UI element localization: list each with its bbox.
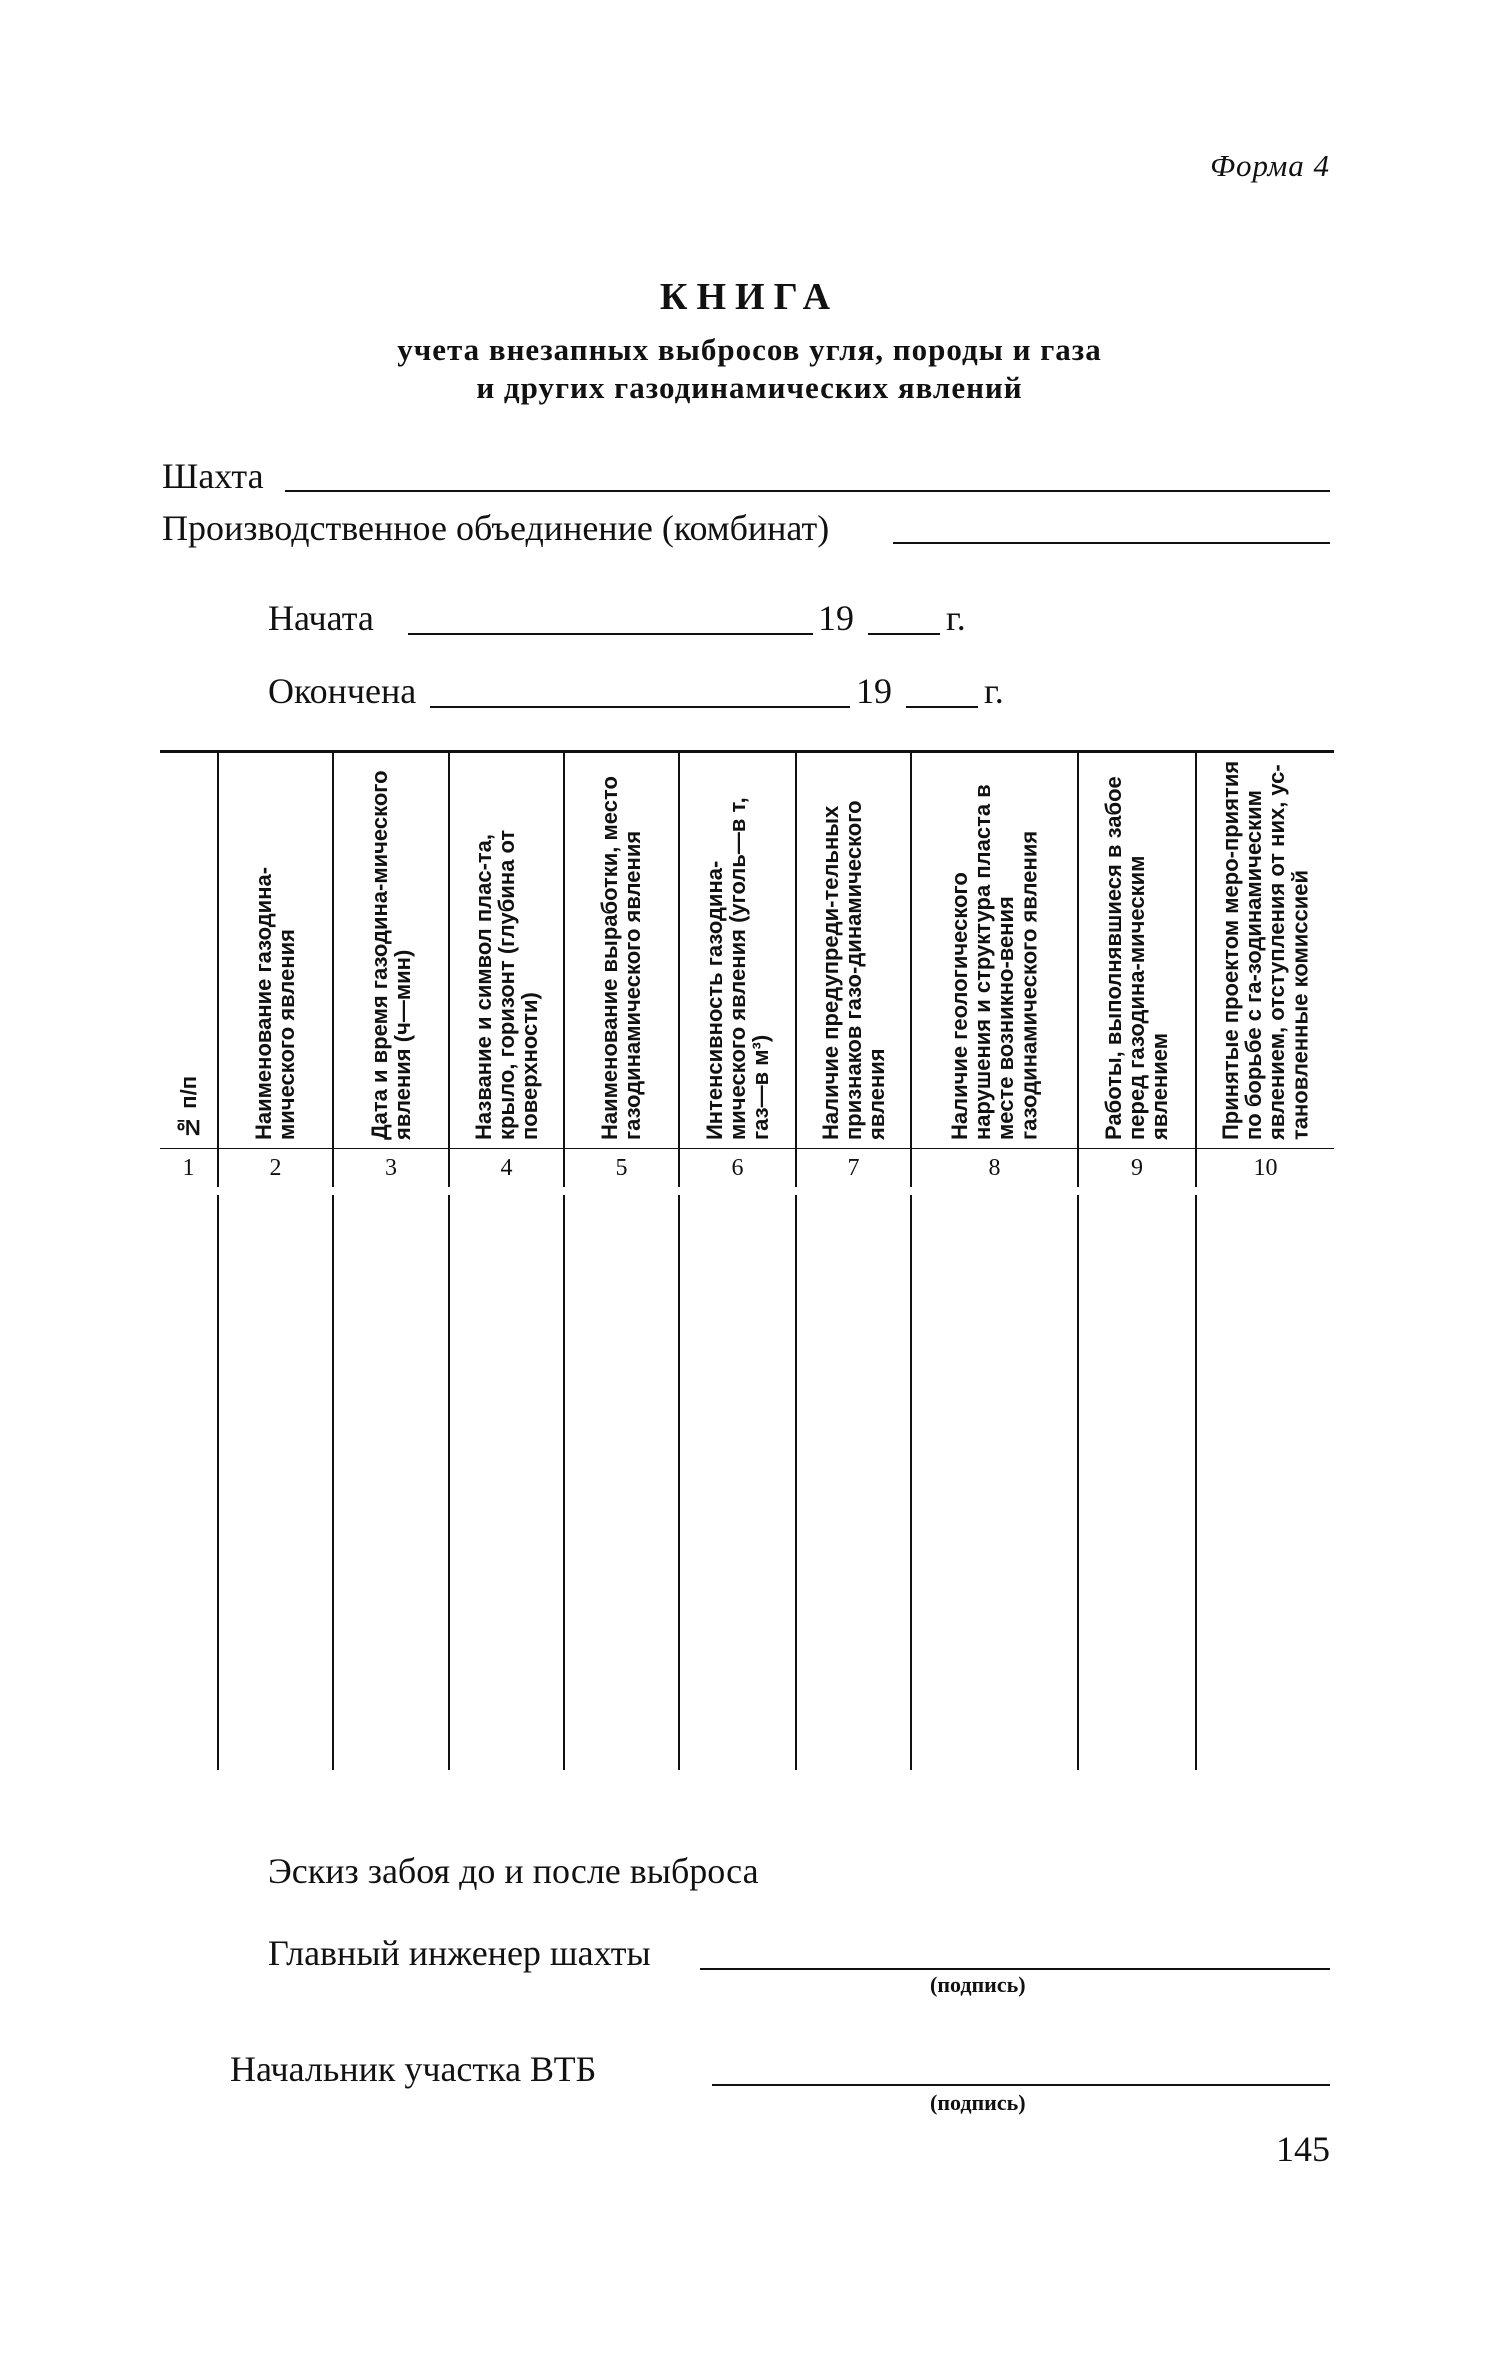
column-header-2: [218, 752, 333, 1149]
column-header-label: Наличие предупреди-тельных признаков газо-динамического явления: [817, 800, 890, 1140]
column-number: 6: [679, 1149, 796, 1192]
table-cell-blank: [1196, 1191, 1334, 1770]
column-number: 9: [1078, 1149, 1196, 1192]
column-number-row: [160, 1149, 1334, 1192]
table-cell-blank: [796, 1191, 911, 1770]
column-header-label: Наименование газодина-мического явления: [251, 866, 300, 1140]
face-sketch-label: Эскиз забоя до и после выброса: [268, 1851, 759, 1891]
chief-engineer-signature-line: [700, 1968, 1330, 1970]
ended-year-line: [906, 706, 978, 708]
ended-year-prefix: 19: [856, 671, 892, 711]
started-year-line: [868, 633, 940, 635]
document-title: КНИГА: [659, 276, 840, 318]
chief-engineer-label: Главный инженер шахты: [268, 1933, 651, 1973]
column-number: 7: [796, 1149, 911, 1192]
started-year-prefix: 19: [818, 598, 854, 638]
column-number: 5: [564, 1149, 679, 1192]
column-number: 2: [218, 1149, 333, 1192]
started-label: Начата: [268, 598, 374, 638]
association-fill-line: [893, 542, 1330, 544]
mine-fill-line: [285, 490, 1330, 492]
table-cell-blank: [679, 1191, 796, 1770]
table-cell-blank: [333, 1191, 449, 1770]
table-cell-blank: [1078, 1191, 1196, 1770]
column-header-label: Работы, выполнявшиеся в забое перед газодина-мическим явлением: [1101, 776, 1173, 1140]
column-header-4: [449, 752, 564, 1149]
column-header-label: Название и символ плас-та, крыло, горизонт (глубина от поверхности): [470, 829, 543, 1140]
column-header-label: № п/п: [175, 1076, 201, 1140]
outburst-register-table: [160, 750, 1334, 1770]
column-header-3: [333, 752, 449, 1149]
column-number: 1: [160, 1149, 218, 1192]
column-header-label: Наименование выработки, место газодинамического явления: [597, 776, 646, 1140]
association-label: Производственное объединение (комбинат): [162, 508, 830, 548]
column-header-9: [1078, 752, 1196, 1149]
ended-date-line: [430, 706, 850, 708]
column-header-label: Принятые проектом меро-приятия по борьбе с га-зодинамическим явлением, отступления от них, ус-тановленные комиссией: [1218, 760, 1313, 1140]
table-row: [160, 1191, 1334, 1770]
column-header-10: [1196, 752, 1334, 1149]
started-date-line: [408, 633, 813, 635]
signature-caption: (подпись): [930, 1972, 1026, 1997]
vtb-head-signature-line: [712, 2084, 1330, 2086]
column-header-8: [911, 752, 1078, 1149]
started-year-suffix: г.: [946, 598, 966, 638]
column-number: 8: [911, 1149, 1078, 1192]
column-number: 10: [1196, 1149, 1334, 1192]
document-subtitle-line-1: учета внезапных выбросов угля, породы и газа: [397, 332, 1102, 367]
vtb-head-label: Начальник участка ВТБ: [230, 2049, 597, 2089]
column-header-label: Интенсивность газодина-мического явления (уголь—в т, газ—в м³): [701, 797, 774, 1140]
column-number: 4: [449, 1149, 564, 1192]
ended-year-suffix: г.: [984, 671, 1004, 711]
table-cell-blank: [160, 1191, 218, 1770]
column-header-6: [679, 752, 796, 1149]
signature-caption: (подпись): [930, 2090, 1026, 2115]
table-cell-blank: [911, 1191, 1078, 1770]
ended-label: Окончена: [268, 671, 417, 711]
column-header-1: [160, 752, 218, 1149]
column-header-5: [564, 752, 679, 1149]
mine-label: Шахта: [162, 456, 264, 496]
column-header-7: [796, 752, 911, 1149]
table-cell-blank: [449, 1191, 564, 1770]
form-number-label: Форма 4: [1210, 148, 1330, 183]
column-header-label: Дата и время газодина-мического явления (ч—мин): [366, 770, 415, 1140]
table-cell-blank: [218, 1191, 333, 1770]
table-header-row: [160, 752, 1334, 1149]
document-subtitle-line-2: и других газодинамических явлений: [476, 370, 1023, 405]
column-header-label: Наличие геологического нарушения и структура пласта в месте возникно-вения газодинамического явления: [947, 784, 1042, 1140]
column-number: 3: [333, 1149, 449, 1192]
page-number: 145: [1276, 2129, 1330, 2169]
table-cell-blank: [564, 1191, 679, 1770]
